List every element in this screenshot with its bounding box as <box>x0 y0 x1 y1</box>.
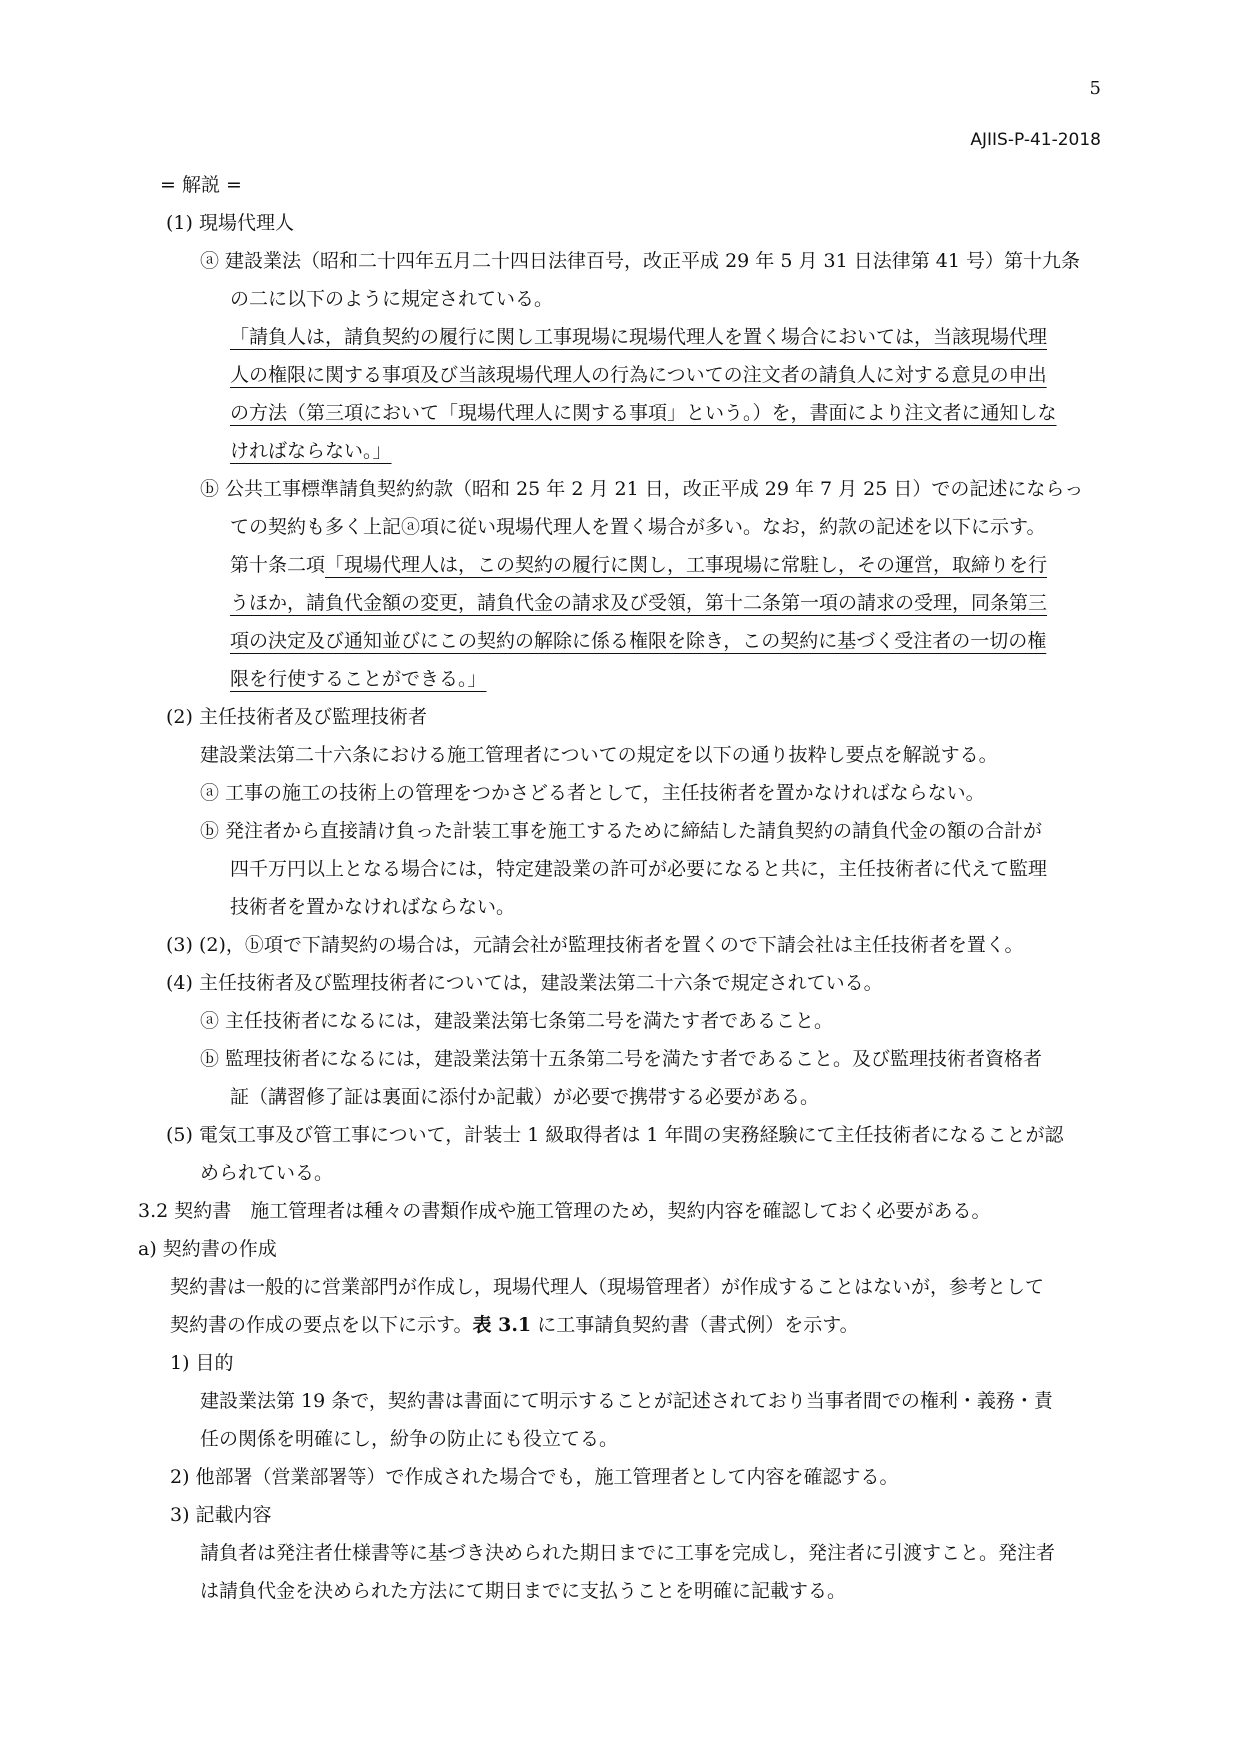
clause-reference: 第十条二項 <box>230 554 326 576</box>
subsection-a-para-line-2 <box>170 1310 859 1340</box>
section-1-b-quote-line-3: 項の決定及び通知並びにこの契約の解除に係る権限を除き，この契約に基づく受注者の一切の権 <box>230 630 1047 652</box>
section-1-a-line-2: の二に以下のように規定されている。 <box>230 288 554 310</box>
item-1-heading: 1) 目的 <box>170 1352 234 1374</box>
section-1-b-quote-line-4: 限を行使することができる。」 <box>230 668 487 690</box>
section-4-b-line-1: ⓑ 監理技術者になるには，建設業法第十五条第二号を満たす者であること。及び監理技術者資格者 <box>200 1048 1043 1070</box>
para-text: 契約書の作成の要点を以下に示す。 <box>170 1314 473 1336</box>
item-1-line-2: 任の関係を明確にし，紛争の防止にも役立てる。 <box>200 1428 619 1450</box>
item-1-line-1: 建設業法第 19 条で，契約書は書面にて明示することが記述されており当事者間での権利・義務・責 <box>200 1390 1053 1412</box>
section-2-b-line-1: ⓑ 発注者から直接請け負った計装工事を施工するために締結した請負契約の請負代金の額の合計が <box>200 820 1043 842</box>
table-reference: 表 3.1 <box>472 1314 532 1336</box>
section-2-intro: 建設業法第二十六条における施工管理者についての規定を以下の通り抜粋し要点を解説する。 <box>200 744 998 766</box>
section-1-b-quote-line-2: うほか，請負代金額の変更，請負代金の請求及び受領，第十二条第一項の請求の受理，同条第三 <box>230 592 1048 614</box>
section-1-b-line-2: ての契約も多く上記ⓐ項に従い現場代理人を置く場合が多い。なお，約款の記述を以下に示す。 <box>230 516 1046 538</box>
section-1-b-line-1: ⓑ 公共工事標準請負契約約款（昭和 25 年 2 月 21 日，改正平成 29 年 7 月 25 日）での記述にならっ <box>200 478 1084 500</box>
item-3-heading: 3) 記載内容 <box>170 1504 272 1526</box>
section-5-line-2: められている。 <box>200 1162 334 1184</box>
section-1-b-line-3 <box>230 550 1047 580</box>
section-1-a-quote-line-2: 人の権限に関する事項及び当該現場代理人の行為についての注文者の請負人に対する意見の申出 <box>230 364 1047 386</box>
item-3-line-2: は請負代金を決められた方法にて期日までに支払うことを明確に記載する。 <box>200 1580 847 1602</box>
page-number: 5 <box>1089 78 1101 99</box>
document-code: AJIIS-P-41-2018 <box>970 130 1101 150</box>
item-3-line-1: 請負者は発注者仕様書等に基づき決められた期日までに工事を完成し，発注者に引渡すこと。発注者 <box>200 1542 1056 1564</box>
section-1-a-line-1: ⓐ 建設業法（昭和二十四年五月二十四日法律百号，改正平成 29 年 5 月 31 日法律第 41 号）第十九条 <box>200 250 1080 272</box>
section-2-b-line-3: 技術者を置かなければならない。 <box>230 896 516 918</box>
section-4-a-line-1: ⓐ 主任技術者になるには，建設業法第七条第二号を満たす者であること。 <box>200 1010 834 1032</box>
section-1-a-quote-line-1: 「請負人は，請負契約の履行に関し工事現場に現場代理人を置く場合においては，当該現場代理 <box>230 326 1048 348</box>
subsection-a-para-line-1: 契約書は一般的に営業部門が作成し，現場代理人（現場管理者）が作成することはないが，参考として <box>170 1276 1045 1298</box>
section-2-heading: (2) 主任技術者及び監理技術者 <box>166 706 427 728</box>
section-2-b-line-2: 四千万円以上となる場合には，特定建設業の許可が必要になると共に，主任技術者に代えて監理 <box>230 858 1048 880</box>
section-3-2-heading: 3.2 契約書 施工管理者は種々の書類作成や施工管理のため，契約内容を確認しておく必要がある。 <box>138 1200 991 1222</box>
section-2-a-line-1: ⓐ 工事の施工の技術上の管理をつかさどる者として，主任技術者を置かなければならない。 <box>200 782 985 804</box>
section-3-line: (3) (2)，ⓑ項で下請契約の場合は，元請会社が監理技術者を置くので下請会社は主任技術者を置く。 <box>166 934 1024 956</box>
subsection-a-heading: a) 契約書の作成 <box>138 1238 277 1260</box>
section-5-line-1: (5) 電気工事及び管工事について，計装士 1 級取得者は 1 年間の実務経験にて主任技術者になることが認 <box>166 1124 1064 1146</box>
section-1-a-quote-line-4: ければならない。」 <box>230 440 392 462</box>
section-4-b-line-2: 証（講習修了証は裏面に添付か記載）が必要で携帯する必要がある。 <box>230 1086 820 1108</box>
item-2-line: 2) 他部署（営業部署等）で作成された場合でも，施工管理者として内容を確認する。 <box>170 1466 899 1488</box>
section-1-heading: (1) 現場代理人 <box>166 212 294 234</box>
para-text-end: に工事請負契約書（書式例）を示す。 <box>531 1314 859 1336</box>
commentary-title: = 解説 = <box>160 174 242 196</box>
section-4-heading: (4) 主任技術者及び監理技術者については，建設業法第二十六条で規定されている。 <box>166 972 883 994</box>
quote-start: 「現場代理人は，この契約の履行に関し，工事現場に常駐し，その運営，取締りを行 <box>325 554 1048 576</box>
section-1-a-quote-line-3: の方法（第三項において「現場代理人に関する事項」という。）を，書面により注文者に通知しな <box>230 402 1057 424</box>
